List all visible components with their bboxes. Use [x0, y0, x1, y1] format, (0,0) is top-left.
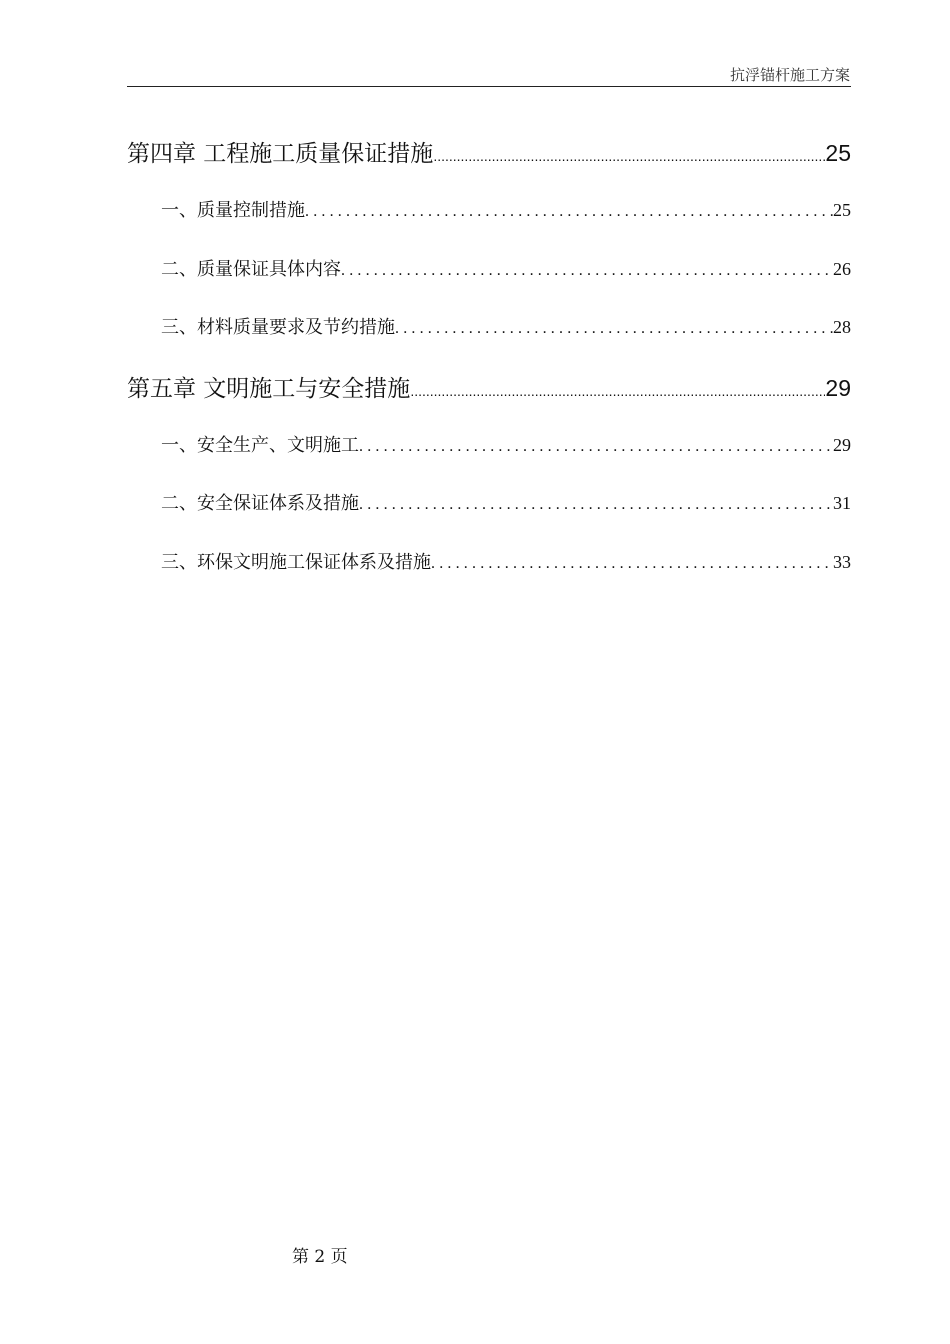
- toc-leader-dots: [305, 194, 833, 230]
- toc-entry-chapter-4[interactable]: [127, 133, 851, 192]
- toc-entry-page: 28: [833, 317, 851, 337]
- toc-entry-section[interactable]: [127, 192, 851, 251]
- toc-entry-label: 第四章 工程施工质量保证措施: [127, 141, 434, 167]
- header-rule: [127, 86, 851, 87]
- toc-entry-label: 一、质量控制措施: [161, 200, 305, 221]
- toc-entry-label: 三、环保文明施工保证体系及措施: [161, 551, 431, 573]
- toc-entry-page: 29: [825, 374, 851, 401]
- toc-entry-section[interactable]: [127, 485, 851, 544]
- toc-leader-dots: [431, 546, 833, 582]
- toc-entry-label: 二、质量保证具体内容: [161, 258, 341, 280]
- toc-leader-dots: [395, 311, 833, 347]
- toc-entry-label: 三、材料质量要求及节约措施: [161, 317, 395, 338]
- toc-entry-label: 二、安全保证体系及措施: [161, 493, 359, 514]
- running-header-title: 抗浮锚杆施工方案: [729, 66, 850, 84]
- toc-leader-dots: [433, 136, 825, 176]
- toc-leader-dots: [359, 429, 833, 465]
- toc-entry-page: 25: [833, 200, 851, 220]
- toc-leader-dots: [410, 371, 825, 411]
- toc-entry-page: 33: [833, 551, 851, 572]
- table-of-contents: [127, 133, 851, 602]
- page-number-footer: 第 2 页: [292, 1247, 348, 1267]
- toc-entry-label: 一、安全生产、文明施工: [161, 434, 359, 456]
- toc-entry-page: 29: [833, 434, 851, 455]
- toc-leader-dots: [359, 487, 833, 523]
- toc-entry-page: 31: [833, 493, 851, 513]
- toc-entry-section[interactable]: [127, 309, 851, 368]
- toc-leader-dots: [341, 253, 833, 289]
- toc-entry-label: 第五章 文明施工与安全措施: [127, 375, 411, 402]
- toc-entry-page: 26: [833, 258, 851, 279]
- toc-entry-section[interactable]: [127, 427, 851, 486]
- toc-entry-section[interactable]: [127, 544, 851, 603]
- toc-entry-chapter-5[interactable]: [127, 368, 851, 427]
- toc-entry-section[interactable]: [127, 251, 851, 310]
- toc-entry-page: 25: [825, 140, 851, 166]
